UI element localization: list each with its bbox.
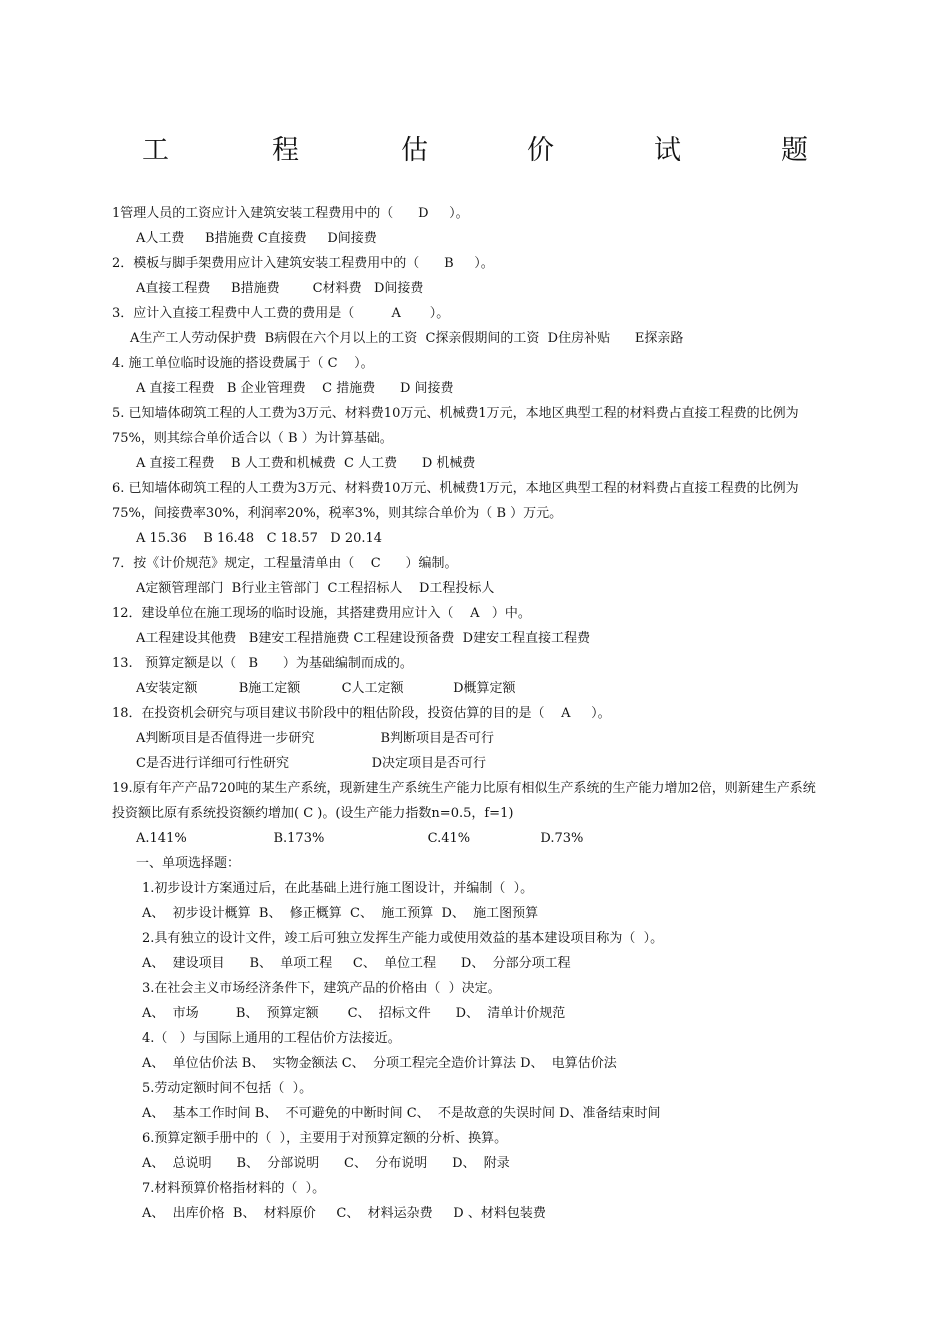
text-line: 7.材料预算价格指材料的（ ）。 [142,1181,326,1196]
text-line: A、 总说明 B、 分部说明 C、 分布说明 D、 附录 [142,1156,510,1171]
title-char: 工 [142,135,169,166]
text-line: 2.具有独立的设计文件，竣工后可独立发挥生产能力或使用效益的基本建设项目称为（ ）。 [142,931,664,946]
text-line: 13. 预算定额是以（ B ）为基础编制而成的。 [112,656,413,671]
text-line: 12．建设单位在施工现场的临时设施，其搭建费用应计入（ A ）中。 [112,606,531,621]
text-line: 6.预算定额手册中的（ ），主要用于对预算定额的分析、换算。 [142,1131,508,1146]
text-line: 3．应计入直接工程费中人工费的费用是（ A ）。 [112,306,450,321]
text-line: 7．按《计价规范》规定，工程量清单由（ C ）编制。 [112,556,458,571]
text-line: A、 市场 B、 预算定额 C、 招标文件 D、 清单计价规范 [142,1006,566,1021]
text-line: 2．模板与脚手架费用应计入建筑安装工程费用中的（ B ）。 [112,256,494,271]
text-line: A、 建设项目 B、 单项工程 C、 单位工程 D、 分部分项工程 [142,956,571,971]
text-line: 6. 已知墙体砌筑工程的人工费为3万元、材料费10万元、机械费1万元，本地区典型工程的材料费占直接工程费的比例为75%，间接费率30%，利润率20%，税率3%，则其综合单价为（ B ）万元。 [112,481,799,521]
text-line: A工程建设其他费 B建安工程措施费 C工程建设预备费 D建安工程直接工程费 [136,631,591,646]
text-line: A人工费 B措施费 C直接费 D间接费 [136,231,377,246]
text-line: 一、单项选择题： [136,856,241,871]
text-line: 3.在社会主义市场经济条件下，建筑产品的价格由（ ）决定。 [142,981,501,996]
title-char: 题 [781,135,808,166]
title-char: 价 [527,135,554,166]
text-line: A生产工人劳动保护费 B病假在六个月以上的工资 C探亲假期间的工资 D住房补贴 E探亲路 [130,331,684,346]
text-line: A、 初步设计概算 B、 修正概算 C、 施工预算 D、 施工图预算 [142,906,539,921]
text-line: A 直接工程费 B 人工费和机械费 C 人工费 D 机械费 [136,456,476,471]
question-list [112,201,824,1226]
text-line: C是否进行详细可行性研究 D决定项目是否可行 [136,756,487,771]
text-line: 1管理人员的工资应计入建筑安装工程费用中的（ D ）。 [112,206,469,221]
text-line: A定额管理部门 B行业主管部门 C工程招标人 D工程投标人 [136,581,495,596]
text-line: A 15.36 B 16.48 C 18.57 D 20.14 [136,531,383,546]
text-line: 5.劳动定额时间不包括（ ）。 [142,1081,313,1096]
text-line: A安装定额 B施工定额 C人工定额 D概算定额 [136,681,516,696]
text-line: 4. 施工单位临时设施的搭设费属于（ C ）。 [112,356,374,371]
text-line: A直接工程费 B措施费 C材料费 D间接费 [136,281,424,296]
text-line: A、 单位估价法 B、 实物金额法 C、 分项工程完全造价计算法 D、 电算估价法 [142,1056,617,1071]
text-line: 1.初步设计方案通过后，在此基础上进行施工图设计，并编制（ ）。 [142,881,534,896]
text-line: A、 基本工作时间 B、 不可避免的中断时间 C、 不是故意的失误时间 D、准备结束时间 [142,1106,661,1121]
text-line: A.141% B.173% C.41% D.73% [136,831,584,846]
text-line: A判断项目是否值得进一步研究 B判断项目是否可行 [136,731,495,746]
title-char: 程 [272,135,299,166]
text-line: A 直接工程费 B 企业管理费 C 措施费 D 间接费 [136,381,454,396]
text-line: 5. 已知墙体砌筑工程的人工费为3万元、材料费10万元、机械费1万元，本地区典型工程的材料费占直接工程费的比例为75%，则其综合单价适合以（ B ）为计算基础。 [112,406,799,446]
text-line: 18．在投资机会研究与项目建议书阶段中的粗估阶段，投资估算的目的是（ A ）。 [112,706,611,721]
title-char: 试 [654,135,681,166]
document-title [0,128,950,174]
text-line: A、 出库价格 B、 材料原价 C、 材料运杂费 D 、材料包装费 [142,1206,546,1221]
title-char: 估 [401,135,428,166]
text-line: 19.原有年产产品720吨的某生产系统，现新建生产系统生产能力比原有相似生产系统的生产能力增加2倍，则新建生产系统投资额比原有系统投资额约增加( C )。(设生产能力指数n=0.5，f=1) [112,781,816,821]
text-line: 4.（ ）与国际上通用的工程估价方法接近。 [142,1031,401,1046]
